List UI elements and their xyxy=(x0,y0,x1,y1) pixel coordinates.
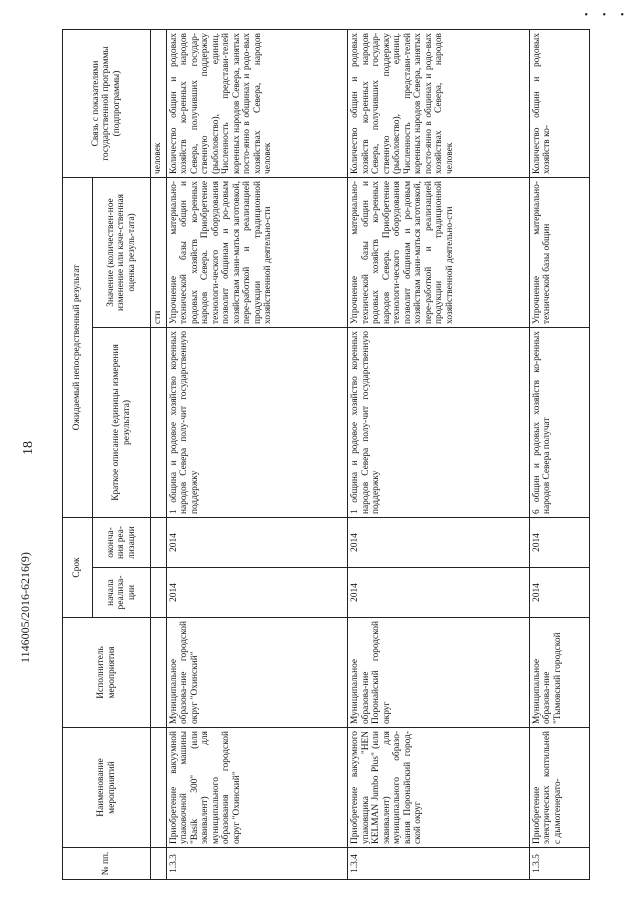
row-executor: Муниципальное образова-ние Поронайский городской округ xyxy=(348,618,530,728)
row-link: Количество общин и родовых хозяйств ко- xyxy=(529,30,589,178)
measures-table xyxy=(62,29,590,880)
table-row xyxy=(348,30,530,880)
rotated-table-wrapper xyxy=(62,30,590,880)
page-number: 18 xyxy=(21,441,36,455)
row-link: Количество общин и родовых хозяйств ко-ренных народов Севера, получивших государ-ственную поддержку (рыболовство), единиц. Численность представи-телей коренных народов Севера, занятых посто-янно в общинах и родо-вых хозяйствах Севера, народов человек xyxy=(166,30,348,178)
header-term: Срок xyxy=(63,518,93,618)
row-value: Упрочнение материально-технической базы общин и родовых хозяйств ко-ренных народов Севера. Приобретение технологи-ческого оборудования позволит общинам и ро-довым хозяйствам зани-маться заготовкой, пере-работкой и реализацией продукции традиционной хозяйственной деятельно-сти xyxy=(348,178,530,328)
document-code: 1146005/2016-6216(9) xyxy=(17,552,32,663)
row-name: Приобретение электрических коптильней с дымогенерато- xyxy=(529,728,589,848)
continued-value: сти xyxy=(151,178,167,328)
row-start: 2014 xyxy=(529,568,589,618)
row-executor: Муниципальное образова-ние "Тымовский городской xyxy=(529,618,589,728)
row-name: Приобретение вакуумной упаковочной машины "Basik 300" (или эквивалент) для муниципального образования городской округ "Охинский" xyxy=(166,728,348,848)
continued-row xyxy=(151,30,167,880)
header-name: Наименование мероприятий xyxy=(63,728,151,848)
row-executor: Муниципальное образова-ние городской округ "Охинский" xyxy=(166,618,348,728)
continued-link: человек xyxy=(151,30,167,178)
row-start: 2014 xyxy=(348,568,530,618)
header-executor: Исполнитель мероприятия xyxy=(63,618,151,728)
header-expected: Ожидаемый непосредственный результат xyxy=(63,178,93,518)
header-row-1 xyxy=(63,30,93,880)
corner-marks: • • • xyxy=(584,10,630,21)
header-num: № пп. xyxy=(63,848,151,880)
row-short: 1 община и родовое хозяйство коренных народов Севера полу-чит государственную поддержку xyxy=(348,328,530,518)
row-name: Приобретение вакуумного упаковщика "HEN KELMAN Jumbo Plus" (или эквивалент) для муниципального образо-вания Поронайский город-ской округ xyxy=(348,728,530,848)
row-link: Количество общин и родовых хозяйств ко-ренных народов Севера, получивших государ-ственную поддержку (рыболовство), единиц. Численность представи-телей коренных народов Севера, занятых посто-янно в общинах и родо-вых хозяйствах Севера, народов человек xyxy=(348,30,530,178)
row-short: 6 общин и родовых хозяйств ко-ренных народов Севера получат xyxy=(529,328,589,518)
table-row xyxy=(166,30,348,880)
row-end: 2014 xyxy=(348,518,530,568)
header-link: Связь с показателями государственной программы (подпрограммы) xyxy=(63,30,151,178)
header-term-start: начала реализа-ции xyxy=(93,568,151,618)
row-end: 2014 xyxy=(166,518,348,568)
row-value: Упрочнение материально-технической базы общин xyxy=(529,178,589,328)
header-term-end: оконча-ния реа-лизации xyxy=(93,518,151,568)
row-end: 2014 xyxy=(529,518,589,568)
row-short: 1 община и родовое хозяйство коренных народов Севера полу-чит государственную поддержку xyxy=(166,328,348,518)
table-row xyxy=(529,30,589,880)
row-num: 1.3.5 xyxy=(529,848,589,880)
row-value: Упрочнение материально-технической базы общин и родовых хозяйств ко-ренных народов Севера. Приобретение технологи-ческого оборудования позволит общинам и ро-довым хозяйствам зани-маться заготовкой, пере-работкой и реализацией продукции традиционной хозяйственной деятельно-сти xyxy=(166,178,348,328)
row-num: 1.3.3 xyxy=(166,848,348,880)
header-expected-short: Краткое описание (единицы измерения результата) xyxy=(93,328,151,518)
row-start: 2014 xyxy=(166,568,348,618)
header-expected-value: Значение (количествен-ное изменение или каче-ственная оценка резуль-тата) xyxy=(93,178,151,328)
row-num: 1.3.4 xyxy=(348,848,530,880)
